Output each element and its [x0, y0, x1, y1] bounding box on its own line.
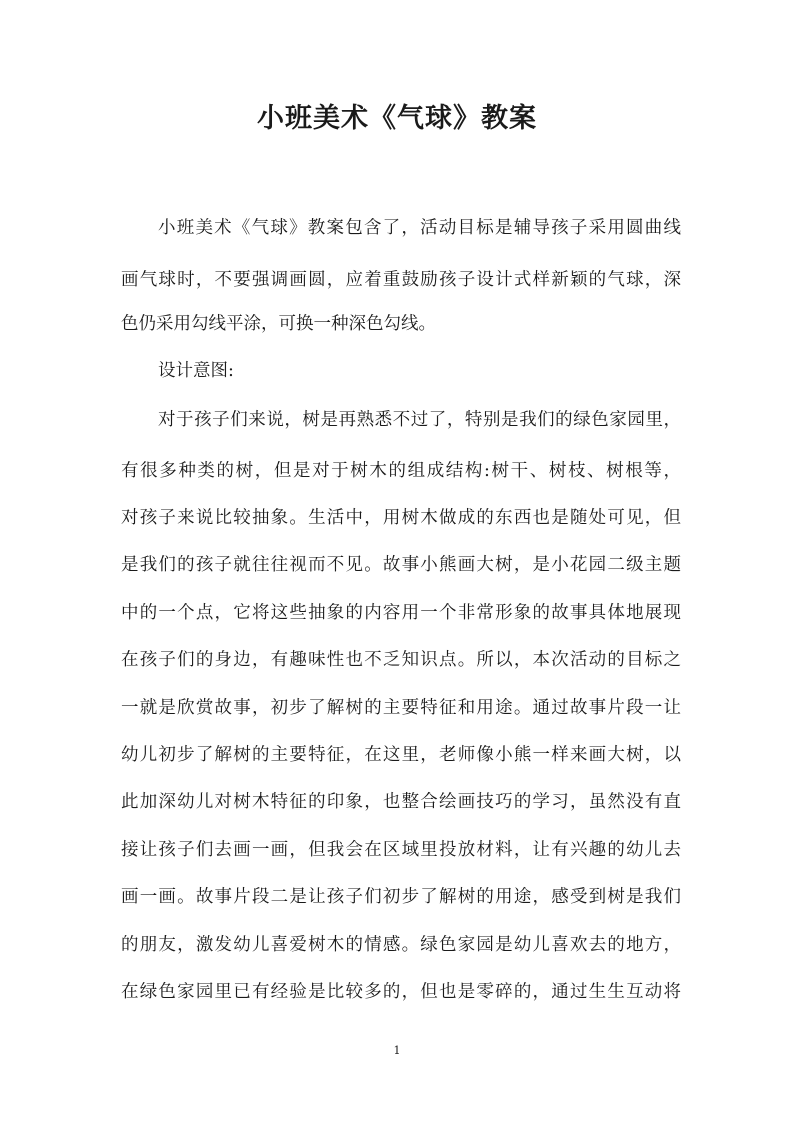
- text-line: 对孩子来说比较抽象。生活中，用树木做成的东西也是随处可见，但: [121, 508, 681, 528]
- text-line: 此加深幼儿对树木特征的印象，也整合绘画技巧的学习，虽然没有直: [121, 792, 681, 812]
- text-line: 是我们的孩子就往往视而不见。故事小熊画大树，是小花园二级主题: [121, 555, 681, 575]
- text-line: 一就是欣赏故事，初步了解树的主要特征和用途。通过故事片段一让: [121, 698, 681, 718]
- text-line: 对于孩子们来说，树是再熟悉不过了，特别是我们的绿色家园里，: [158, 410, 681, 430]
- text-line: 画气球时，不要强调画圆，应着重鼓励孩子设计式样新颖的气球，深: [121, 270, 681, 290]
- section-heading: 设计意图:: [158, 361, 234, 381]
- text-line: 画一画。故事片段二是让孩子们初步了解树的用途，感受到树是我们: [121, 887, 681, 907]
- text-line: 有很多种类的树，但是对于树木的组成结构:树干、树枝、树根等，: [121, 461, 681, 481]
- text-line: 中的一个点，它将这些抽象的内容用一个非常形象的故事具体地展现: [121, 603, 681, 623]
- text-line: 色仍采用勾线平涂，可换一种深色勾线。: [121, 314, 436, 334]
- text-line: 在孩子们的身边，有趣味性也不乏知识点。所以，本次活动的目标之: [121, 650, 681, 670]
- text-line: 的朋友，激发幼儿喜爱树木的情感。绿色家园是幼儿喜欢去的地方，: [121, 935, 681, 955]
- page-number: 1: [393, 1044, 401, 1057]
- text-line: 在绿色家园里已有经验是比较多的，但也是零碎的，通过生生互动将: [121, 982, 681, 1002]
- text-line: 接让孩子们去画一画，但我会在区域里投放材料，让有兴趣的幼儿去: [121, 840, 681, 860]
- text-line: 幼儿初步了解树的主要特征，在这里，老师像小熊一样来画大树，以: [121, 745, 681, 765]
- text-line: 小班美术《气球》教案包含了，活动目标是辅导孩子采用圆曲线: [158, 218, 681, 238]
- document-title: 小班美术《气球》教案: [257, 103, 537, 134]
